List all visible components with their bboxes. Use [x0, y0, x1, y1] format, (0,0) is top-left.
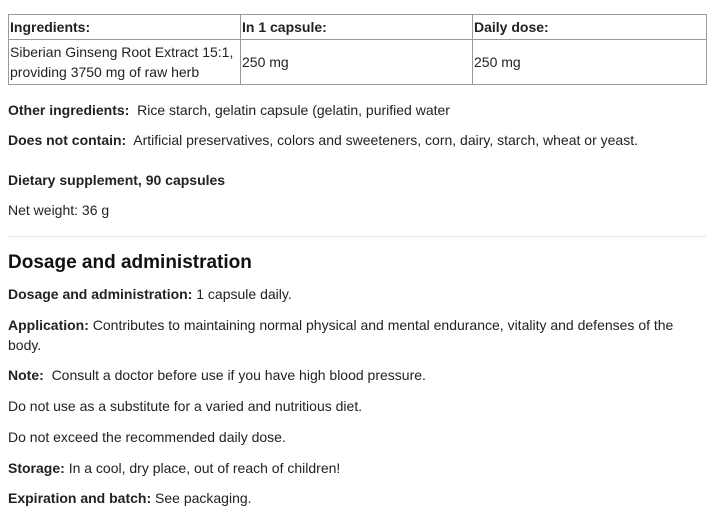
other-ingredients-label: Other ingredients: [8, 102, 130, 118]
ingredient-name-cell [9, 40, 241, 85]
note-value: Consult a doctor before use if you have high blood pressure. [51, 367, 426, 383]
application-line [8, 315, 706, 355]
storage-label: Storage: [8, 460, 65, 476]
application-label: Application: [8, 317, 89, 333]
does-not-contain-value: Artificial preservatives, colors and sweeteners, corn, dairy, starch, wheat or yeast. [133, 132, 638, 148]
expiration-label: Expiration and batch: [8, 490, 152, 506]
dosage-section-heading: Dosage and administration [8, 252, 252, 273]
header-per-capsule: In 1 capsule: [241, 15, 473, 40]
storage-line [8, 458, 706, 478]
table-header-row [9, 15, 707, 40]
application-value-line1: Contributes to maintaining normal physical and mental endurance, vitality and defenses of the [92, 317, 674, 333]
expiration-value: See packaging. [155, 490, 252, 506]
storage-value: In a cool, dry place, out of reach of children! [68, 460, 341, 476]
expiration-line [8, 488, 706, 508]
table-row [9, 40, 707, 85]
does-not-contain-label: Does not contain: [8, 132, 127, 148]
daily-dose-warning: Do not exceed the recommended daily dose. [8, 429, 286, 445]
section-divider [8, 236, 706, 237]
dosage-value: 1 capsule daily. [196, 286, 292, 302]
note-label: Note: [8, 367, 44, 383]
dosage-label: Dosage and administration: [8, 286, 193, 302]
other-ingredients-value: Rice starch, gelatin capsule (gelatin, purified water [137, 102, 450, 118]
header-daily-dose: Daily dose: [473, 15, 707, 40]
net-weight: Net weight: 36 g [8, 202, 110, 218]
supplement-info: Dietary supplement, 90 capsules [8, 172, 226, 188]
ingredient-name-line1: Siberian Ginseng Root Extract 15:1, [10, 44, 234, 60]
note-line [8, 365, 706, 385]
other-ingredients [8, 100, 706, 120]
per-capsule-cell: 250 mg [241, 40, 473, 85]
dosage-line [8, 284, 706, 304]
does-not-contain [8, 130, 706, 150]
ingredients-table [8, 14, 707, 85]
header-ingredients: Ingredients: [9, 15, 241, 40]
product-info-page [8, 14, 706, 506]
ingredient-name-line2: providing 3750 mg of raw herb [10, 64, 200, 80]
daily-dose-cell: 250 mg [473, 40, 707, 85]
application-value-line2: body. [8, 337, 42, 353]
diet-warning: Do not use as a substitute for a varied and nutritious diet. [8, 398, 363, 414]
